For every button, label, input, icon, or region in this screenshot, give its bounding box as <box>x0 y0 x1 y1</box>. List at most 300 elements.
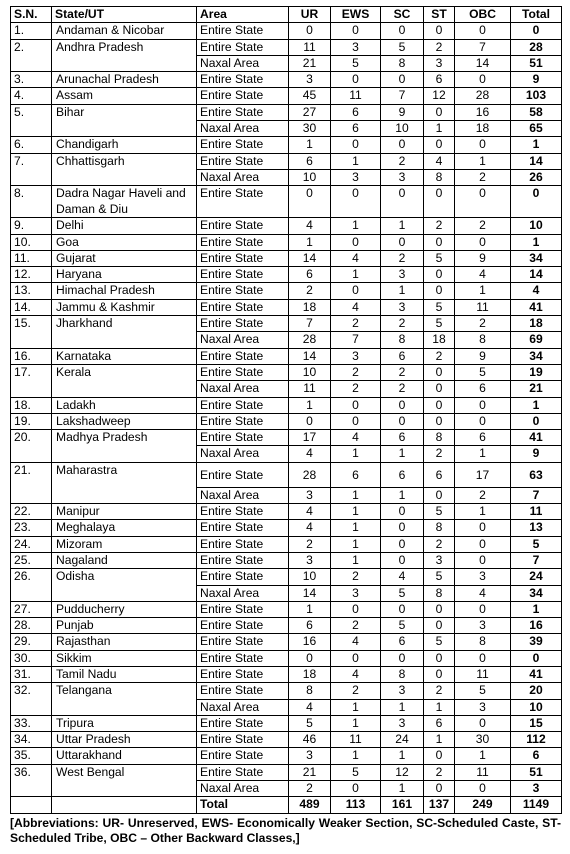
ur-count: 0 <box>289 413 331 429</box>
total-count: 19 <box>511 364 562 380</box>
table-row <box>11 218 562 234</box>
ews-count: 0 <box>331 72 381 88</box>
obc-count: 7 <box>455 39 511 55</box>
st-count: 2 <box>424 446 455 462</box>
table-body <box>11 23 562 813</box>
state-name: Jammu & Kashmir <box>52 299 197 315</box>
ur-count: 4 <box>289 446 331 462</box>
serial-number: 9. <box>11 218 52 234</box>
ews-count: 2 <box>331 381 381 397</box>
table-row <box>11 299 562 315</box>
total-count: 41 <box>511 299 562 315</box>
serial-number: 1. <box>11 23 52 39</box>
st-count: 6 <box>424 462 455 487</box>
total-count: 1 <box>511 137 562 153</box>
serial-number: 20. <box>11 430 52 463</box>
serial-number: 28. <box>11 618 52 634</box>
ews-count: 3 <box>331 169 381 185</box>
table-row <box>11 88 562 104</box>
area: Entire State <box>197 732 289 748</box>
total-count: 15 <box>511 715 562 731</box>
ews-count: 1 <box>331 218 381 234</box>
area: Entire State <box>197 683 289 699</box>
obc-count: 18 <box>455 121 511 137</box>
serial-number: 26. <box>11 569 52 602</box>
ews-count: 4 <box>331 299 381 315</box>
ur-count: 10 <box>289 569 331 585</box>
ews-count: 0 <box>331 601 381 617</box>
ur-count: 28 <box>289 332 331 348</box>
serial-number: 19. <box>11 413 52 429</box>
total-count: 34 <box>511 348 562 364</box>
table-row <box>11 504 562 520</box>
st-count: 6 <box>424 715 455 731</box>
sc-count: 9 <box>381 104 424 120</box>
state-name: Bihar <box>52 104 197 137</box>
area: Entire State <box>197 462 289 487</box>
ews-count: 1 <box>331 536 381 552</box>
total-count: 5 <box>511 536 562 552</box>
sc-count: 3 <box>381 715 424 731</box>
total-count: 20 <box>511 683 562 699</box>
ur-count: 6 <box>289 267 331 283</box>
area: Entire State <box>197 153 289 169</box>
serial-number: 7. <box>11 153 52 186</box>
area: Naxal Area <box>197 781 289 797</box>
state-name: Tripura <box>52 715 197 731</box>
total-count: 10 <box>511 218 562 234</box>
obc-count: 8 <box>455 634 511 650</box>
serial-number: 13. <box>11 283 52 299</box>
obc-count: 2 <box>455 487 511 503</box>
ur-count: 27 <box>289 104 331 120</box>
st-count: 12 <box>424 88 455 104</box>
abbreviations-note: [Abbreviations: UR- Unreserved, EWS- Economically Weaker Section, SC-Scheduled Caste, ST- Scheduled Tribe, OBC – Other Backward Classes,] <box>10 815 561 845</box>
state-name: Lakshadweep <box>52 413 197 429</box>
sc-count: 2 <box>381 381 424 397</box>
sc-count: 1 <box>381 748 424 764</box>
header-sc: SC <box>381 7 424 23</box>
ews-count: 11 <box>331 88 381 104</box>
st-count: 3 <box>424 55 455 71</box>
ews-count: 0 <box>331 397 381 413</box>
st-count: 0 <box>424 748 455 764</box>
serial-number: 33. <box>11 715 52 731</box>
sc-count: 0 <box>381 504 424 520</box>
sc-count: 8 <box>381 332 424 348</box>
area: Naxal Area <box>197 121 289 137</box>
header-row <box>11 7 562 23</box>
table-row <box>11 348 562 364</box>
obc-count: 0 <box>455 536 511 552</box>
total-count: 21 <box>511 381 562 397</box>
sc-count: 1 <box>381 283 424 299</box>
table-row <box>11 316 562 332</box>
st-count: 0 <box>424 397 455 413</box>
total-count: 34 <box>511 585 562 601</box>
table-row <box>11 23 562 39</box>
empty-cell <box>52 797 197 813</box>
ews-count: 0 <box>331 413 381 429</box>
st-count: 0 <box>424 381 455 397</box>
serial-number: 27. <box>11 601 52 617</box>
total-count: 11 <box>511 504 562 520</box>
ews-count: 0 <box>331 186 381 218</box>
total-count: 13 <box>511 520 562 536</box>
obc-count: 1 <box>455 153 511 169</box>
area: Entire State <box>197 569 289 585</box>
sc-count: 5 <box>381 39 424 55</box>
st-count: 8 <box>424 585 455 601</box>
ews-count: 3 <box>331 348 381 364</box>
total-count: 28 <box>511 39 562 55</box>
obc-count: 0 <box>455 137 511 153</box>
serial-number: 30. <box>11 650 52 666</box>
area: Entire State <box>197 601 289 617</box>
sc-count: 2 <box>381 364 424 380</box>
state-name: Odisha <box>52 569 197 602</box>
obc-count: 1 <box>455 283 511 299</box>
sc-count: 0 <box>381 413 424 429</box>
st-count: 5 <box>424 504 455 520</box>
area: Entire State <box>197 316 289 332</box>
st-count: 0 <box>424 283 455 299</box>
ews-count: 1 <box>331 267 381 283</box>
area: Entire State <box>197 650 289 666</box>
ur-count: 4 <box>289 218 331 234</box>
total-sc: 161 <box>381 797 424 813</box>
ur-count: 0 <box>289 23 331 39</box>
total-count: 41 <box>511 666 562 682</box>
obc-count: 6 <box>455 430 511 446</box>
area: Entire State <box>197 413 289 429</box>
area: Entire State <box>197 618 289 634</box>
total-row <box>11 797 562 813</box>
obc-count: 0 <box>455 781 511 797</box>
state-name: West Bengal <box>52 764 197 797</box>
st-count: 5 <box>424 634 455 650</box>
ur-count: 10 <box>289 364 331 380</box>
st-count: 1 <box>424 699 455 715</box>
serial-number: 36. <box>11 764 52 797</box>
state-name: Gujarat <box>52 250 197 266</box>
obc-count: 11 <box>455 299 511 315</box>
state-name: Assam <box>52 88 197 104</box>
ur-count: 6 <box>289 618 331 634</box>
total-count: 69 <box>511 332 562 348</box>
area: Entire State <box>197 72 289 88</box>
state-name: Himachal Pradesh <box>52 283 197 299</box>
st-count: 8 <box>424 520 455 536</box>
serial-number: 17. <box>11 364 52 397</box>
ur-count: 7 <box>289 316 331 332</box>
header-total: Total <box>511 7 562 23</box>
obc-count: 6 <box>455 381 511 397</box>
ews-count: 2 <box>331 364 381 380</box>
ur-count: 1 <box>289 137 331 153</box>
ur-count: 30 <box>289 121 331 137</box>
ur-count: 1 <box>289 234 331 250</box>
area: Entire State <box>197 520 289 536</box>
sc-count: 2 <box>381 153 424 169</box>
sc-count: 0 <box>381 23 424 39</box>
empty-cell <box>11 797 52 813</box>
vacancy-table <box>10 6 562 814</box>
total-count: 51 <box>511 764 562 780</box>
obc-count: 9 <box>455 348 511 364</box>
total-count: 4 <box>511 283 562 299</box>
sc-count: 0 <box>381 552 424 568</box>
area: Entire State <box>197 536 289 552</box>
serial-number: 2. <box>11 39 52 72</box>
obc-count: 11 <box>455 666 511 682</box>
sc-count: 4 <box>381 569 424 585</box>
ur-count: 2 <box>289 283 331 299</box>
total-count: 1 <box>511 234 562 250</box>
sc-count: 1 <box>381 487 424 503</box>
ur-count: 5 <box>289 715 331 731</box>
serial-number: 31. <box>11 666 52 682</box>
st-count: 8 <box>424 430 455 446</box>
ews-count: 3 <box>331 585 381 601</box>
serial-number: 6. <box>11 137 52 153</box>
st-count: 0 <box>424 487 455 503</box>
total-count: 7 <box>511 552 562 568</box>
total-count: 10 <box>511 699 562 715</box>
ews-count: 7 <box>331 332 381 348</box>
sc-count: 0 <box>381 186 424 218</box>
obc-count: 0 <box>455 552 511 568</box>
st-count: 0 <box>424 137 455 153</box>
state-name: Uttar Pradesh <box>52 732 197 748</box>
st-count: 2 <box>424 683 455 699</box>
ews-count: 1 <box>331 446 381 462</box>
ur-count: 16 <box>289 634 331 650</box>
area: Entire State <box>197 430 289 446</box>
obc-count: 16 <box>455 104 511 120</box>
ur-count: 0 <box>289 186 331 218</box>
header-ews: EWS <box>331 7 381 23</box>
state-name: Ladakh <box>52 397 197 413</box>
serial-number: 34. <box>11 732 52 748</box>
obc-count: 11 <box>455 764 511 780</box>
st-count: 0 <box>424 364 455 380</box>
table-row <box>11 748 562 764</box>
state-name: Karnataka <box>52 348 197 364</box>
serial-number: 35. <box>11 748 52 764</box>
state-name: Arunachal Pradesh <box>52 72 197 88</box>
total-count: 9 <box>511 446 562 462</box>
area: Entire State <box>197 552 289 568</box>
table-row <box>11 430 562 446</box>
total-count: 41 <box>511 430 562 446</box>
area: Naxal Area <box>197 332 289 348</box>
ur-count: 45 <box>289 88 331 104</box>
ur-count: 6 <box>289 153 331 169</box>
total-st: 137 <box>424 797 455 813</box>
table-row <box>11 536 562 552</box>
ews-count: 1 <box>331 748 381 764</box>
total-count: 6 <box>511 748 562 764</box>
total-ur: 489 <box>289 797 331 813</box>
st-count: 0 <box>424 104 455 120</box>
ews-count: 6 <box>331 121 381 137</box>
sc-count: 12 <box>381 764 424 780</box>
total-count: 24 <box>511 569 562 585</box>
ur-count: 1 <box>289 397 331 413</box>
header-area: Area <box>197 7 289 23</box>
obc-count: 2 <box>455 218 511 234</box>
ur-count: 4 <box>289 699 331 715</box>
total-obc: 249 <box>455 797 511 813</box>
state-name: Punjab <box>52 618 197 634</box>
serial-number: 32. <box>11 683 52 716</box>
obc-count: 0 <box>455 520 511 536</box>
state-name: Delhi <box>52 218 197 234</box>
state-name: Meghalaya <box>52 520 197 536</box>
obc-count: 0 <box>455 72 511 88</box>
area: Naxal Area <box>197 446 289 462</box>
serial-number: 22. <box>11 504 52 520</box>
obc-count: 30 <box>455 732 511 748</box>
table-row <box>11 39 562 55</box>
sc-count: 0 <box>381 520 424 536</box>
area: Naxal Area <box>197 169 289 185</box>
ews-count: 1 <box>331 487 381 503</box>
area: Entire State <box>197 39 289 55</box>
area: Entire State <box>197 137 289 153</box>
total-count: 65 <box>511 121 562 137</box>
ur-count: 21 <box>289 764 331 780</box>
header-sn: S.N. <box>11 7 52 23</box>
area: Entire State <box>197 267 289 283</box>
table-row <box>11 397 562 413</box>
ur-count: 3 <box>289 748 331 764</box>
st-count: 0 <box>424 666 455 682</box>
ur-count: 11 <box>289 381 331 397</box>
sc-count: 1 <box>381 218 424 234</box>
state-name: Dadra Nagar Haveli and Daman & Diu <box>52 186 197 218</box>
ews-count: 0 <box>331 781 381 797</box>
st-count: 0 <box>424 601 455 617</box>
area: Entire State <box>197 348 289 364</box>
state-name: Sikkim <box>52 650 197 666</box>
serial-number: 12. <box>11 267 52 283</box>
ur-count: 46 <box>289 732 331 748</box>
obc-count: 14 <box>455 55 511 71</box>
total-count: 112 <box>511 732 562 748</box>
ur-count: 1 <box>289 601 331 617</box>
state-name: Kerala <box>52 364 197 397</box>
sc-count: 0 <box>381 137 424 153</box>
obc-count: 3 <box>455 569 511 585</box>
total-count: 1 <box>511 397 562 413</box>
serial-number: 24. <box>11 536 52 552</box>
table-row <box>11 666 562 682</box>
serial-number: 29. <box>11 634 52 650</box>
sc-count: 1 <box>381 446 424 462</box>
state-name: Manipur <box>52 504 197 520</box>
total-count: 16 <box>511 618 562 634</box>
obc-count: 0 <box>455 413 511 429</box>
st-count: 5 <box>424 316 455 332</box>
ur-count: 14 <box>289 250 331 266</box>
ews-count: 3 <box>331 39 381 55</box>
sc-count: 0 <box>381 601 424 617</box>
ews-count: 4 <box>331 634 381 650</box>
area: Entire State <box>197 88 289 104</box>
table-row <box>11 601 562 617</box>
state-name: Andhra Pradesh <box>52 39 197 72</box>
area: Entire State <box>197 250 289 266</box>
table-row <box>11 104 562 120</box>
sc-count: 5 <box>381 618 424 634</box>
sc-count: 8 <box>381 55 424 71</box>
st-count: 2 <box>424 218 455 234</box>
area: Entire State <box>197 715 289 731</box>
st-count: 4 <box>424 153 455 169</box>
table-row <box>11 283 562 299</box>
ur-count: 2 <box>289 536 331 552</box>
table-row <box>11 732 562 748</box>
ews-count: 0 <box>331 283 381 299</box>
state-name: Haryana <box>52 267 197 283</box>
area: Entire State <box>197 234 289 250</box>
st-count: 5 <box>424 299 455 315</box>
area: Entire State <box>197 283 289 299</box>
ews-count: 6 <box>331 104 381 120</box>
serial-number: 16. <box>11 348 52 364</box>
table-row <box>11 234 562 250</box>
obc-count: 0 <box>455 23 511 39</box>
table-row <box>11 634 562 650</box>
total-count: 14 <box>511 267 562 283</box>
st-count: 0 <box>424 618 455 634</box>
sc-count: 3 <box>381 267 424 283</box>
area: Naxal Area <box>197 381 289 397</box>
obc-count: 2 <box>455 169 511 185</box>
area: Entire State <box>197 104 289 120</box>
table-row <box>11 552 562 568</box>
st-count: 0 <box>424 186 455 218</box>
ur-count: 2 <box>289 781 331 797</box>
st-count: 2 <box>424 764 455 780</box>
obc-count: 17 <box>455 462 511 487</box>
ur-count: 8 <box>289 683 331 699</box>
ur-count: 21 <box>289 55 331 71</box>
serial-number: 4. <box>11 88 52 104</box>
document <box>10 6 561 846</box>
header-st: ST <box>424 7 455 23</box>
ur-count: 11 <box>289 39 331 55</box>
sc-count: 7 <box>381 88 424 104</box>
ews-count: 1 <box>331 504 381 520</box>
st-count: 8 <box>424 169 455 185</box>
sc-count: 10 <box>381 121 424 137</box>
grand-total: 1149 <box>511 797 562 813</box>
ur-count: 14 <box>289 348 331 364</box>
sc-count: 3 <box>381 299 424 315</box>
area: Entire State <box>197 299 289 315</box>
state-name: Goa <box>52 234 197 250</box>
st-count: 5 <box>424 569 455 585</box>
area: Entire State <box>197 748 289 764</box>
area: Entire State <box>197 218 289 234</box>
st-count: 1 <box>424 732 455 748</box>
obc-count: 0 <box>455 397 511 413</box>
obc-count: 0 <box>455 234 511 250</box>
ews-count: 0 <box>331 137 381 153</box>
